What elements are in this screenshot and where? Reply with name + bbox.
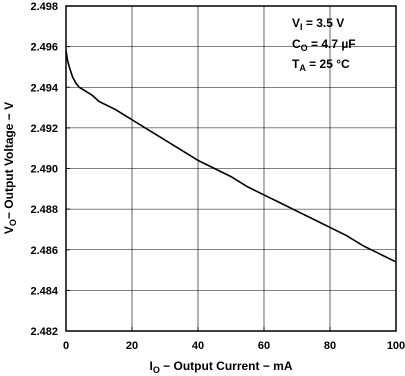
x-tick-label: 20 <box>125 340 139 352</box>
x-tick-label: 0 <box>62 340 70 352</box>
y-axis-label: $V_O-$ Output Voltage − V <box>2 101 18 235</box>
y-tick-label: 2.498 <box>30 1 58 13</box>
y-tick-label: 2.484 <box>30 285 58 298</box>
x-tick-label: 60 <box>257 340 271 352</box>
x-tick-labels <box>63 340 405 352</box>
x-tick-label: 80 <box>323 340 337 352</box>
x-tick-label: 40 <box>191 340 205 352</box>
annotation-ta: $T_A = 25$ °C <box>292 57 350 73</box>
annotation-vi: $V_I = 3.5$ V <box>292 16 345 32</box>
x-tick-label: 100 <box>386 340 405 352</box>
y-tick-label: 2.486 <box>30 244 58 257</box>
y-tick-label: 2.492 <box>30 122 58 135</box>
x-axis-label: $I_O$ − Output Current − mA <box>149 359 293 375</box>
y-tick-label: 2.490 <box>30 163 58 176</box>
y-tick-label: 2.488 <box>30 204 58 217</box>
annotation-co: $C_O = 4.7$ µF <box>292 37 356 53</box>
y-tick-label: 2.496 <box>30 41 58 54</box>
y-tick-label: 2.494 <box>30 82 58 95</box>
y-tick-label: 2.482 <box>30 326 58 338</box>
y-tick-labels <box>30 1 58 338</box>
